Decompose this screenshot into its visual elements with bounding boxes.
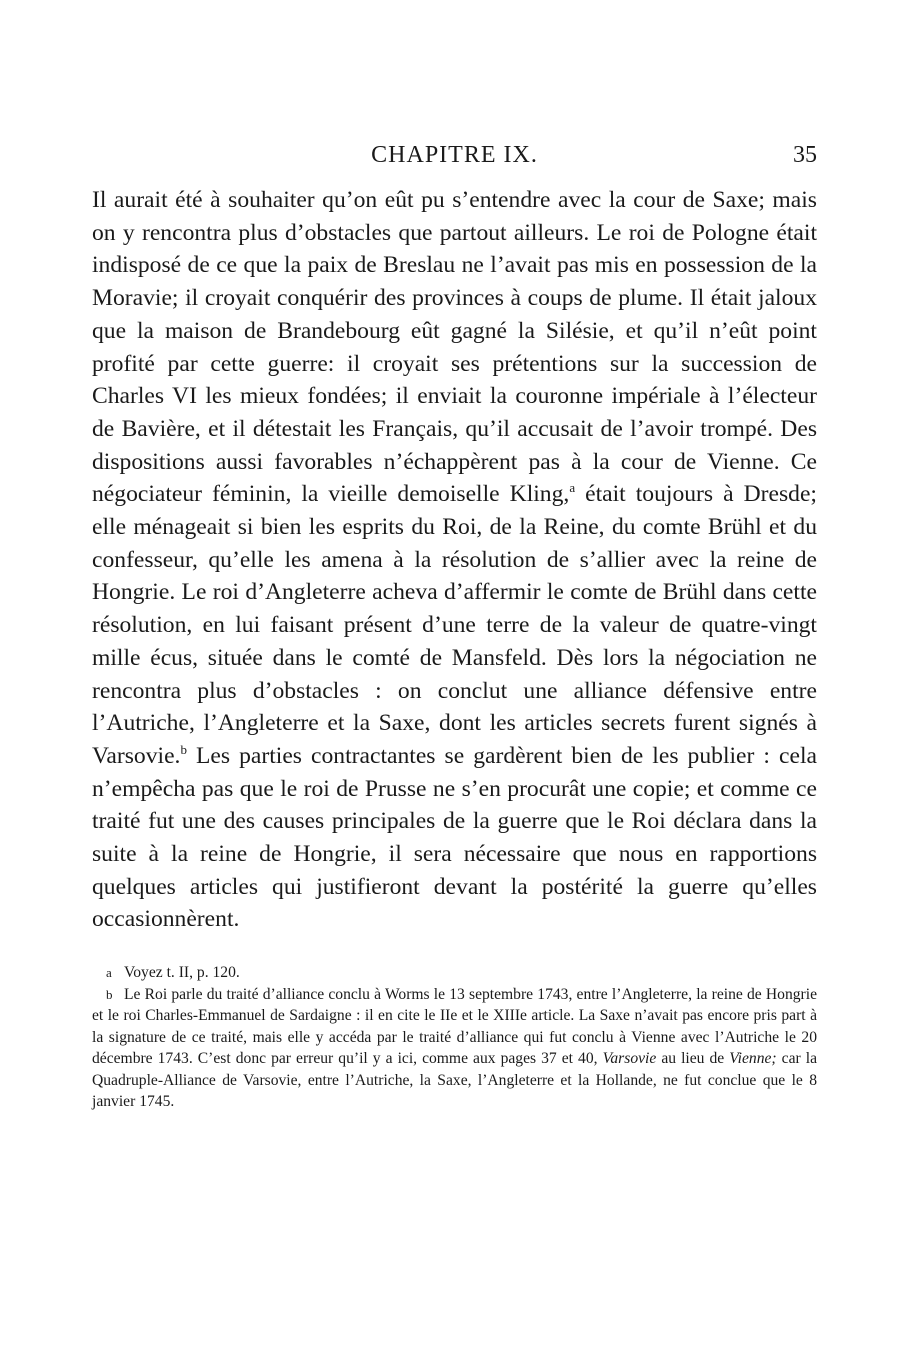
footnotes: [92, 962, 817, 1113]
paragraph-text-part-2: était toujours à Dresde; elle ménageait si bien les esprits du Roi, de la Reine, du comte Brühl et du confesseur, qu’elle les amena à la résolution de s’allier avec la reine de Hongrie. Le roi d’Angleterre acheva d’affermir le comte de Brühl dans cette résolution, en lui faisant présent d’une terre de la valeur de quatre-vingt mille écus, située dans le comté de Mansfeld. Dès lors la négociation ne rencontra plus d’obstacles : on conclut une alliance défensive entre l’Autriche, l’Angleterre et la Saxe, dont les articles secrets furent signés à Varsovie.: [92, 481, 817, 769]
main-paragraph: [92, 184, 817, 936]
footnote-b: [92, 984, 817, 1113]
footnote-a: [92, 962, 817, 984]
footnote-b-text-3: car la Quadruple-Alliance de Varsovie, entre l’Autriche, la Saxe, l’Angleterre et la Hollande, ne fut conclue que le 8 janvier 1745.: [92, 1050, 817, 1111]
paragraph-text-part-1: Il aurait été à souhaiter qu’on eût pu s’entendre avec la cour de Saxe; mais on y rencontra plus d’obstacles que partout ailleurs. Le roi de Pologne était indisposé de ce que la paix de Breslau ne l’avait pas mis en possession de la Moravie; il croyait conquérir des provinces à coups de plume. Il était jaloux que la maison de Brandebourg eût gagné la Silésie, et qu’il n’eût point profité par cette guerre: il croyait ses prétentions sur la succession de Charles VI les mieux fondées; il enviait la couronne impériale à l’électeur de Bavière, et il détestait les Français, qu’il accusait de l’avoir trompé. Des dispositions aussi favorables n’échappèrent pas à la cour de Vienne. Ce négociateur féminin, la vieille demoiselle Kling,: [92, 187, 817, 508]
footnote-ref-b[interactable]: b: [180, 741, 187, 757]
footnote-b-italic-varsovie: Varsovie: [602, 1050, 657, 1068]
page-number: 35: [793, 142, 817, 168]
footnote-ref-a[interactable]: a: [569, 480, 576, 496]
footnote-a-text: Voyez t. II, p. 120.: [124, 964, 240, 982]
footnote-b-italic-vienne: Vienne;: [729, 1050, 777, 1068]
paragraph-text-part-3: Les parties contractantes se gardèrent bien de les publier : cela n’empêcha pas que le roi de Prusse ne s’en procurât une copie; et comme ce traité fut une des causes principales de la guerre que le Roi déclara dans la suite à la reine de Hongrie, il sera nécessaire que nous en rapportions quelques articles qui justifieront devant la postérité la guerre qu’elles occasionnèrent.: [92, 742, 817, 933]
footnote-mark-a: a: [106, 965, 112, 981]
footnote-b-text-1: Le Roi parle du traité d’alliance conclu à Worms le 13 septembre 1743, entre l’Angleterre, la reine de Hongrie et le roi Charles-Emmanuel de Sardaigne : il en cite le IIe et le XIIIe article. La Saxe n’avait pas encore pris part à la signature de ce traité, mais elle y accéda par le traité d’alliance qui fut conclu à Vienne avec l’Autriche le 20 décembre 1743. C’est donc par erreur qu’il y a ici, comme aux pages 37 et 40,: [92, 985, 817, 1068]
running-title: CHAPITRE IX.: [371, 142, 538, 168]
book-page: [92, 142, 817, 1113]
page-header: [92, 142, 817, 184]
footnote-mark-b: b: [106, 986, 113, 1002]
footnote-b-text-2: au lieu de: [656, 1050, 730, 1068]
